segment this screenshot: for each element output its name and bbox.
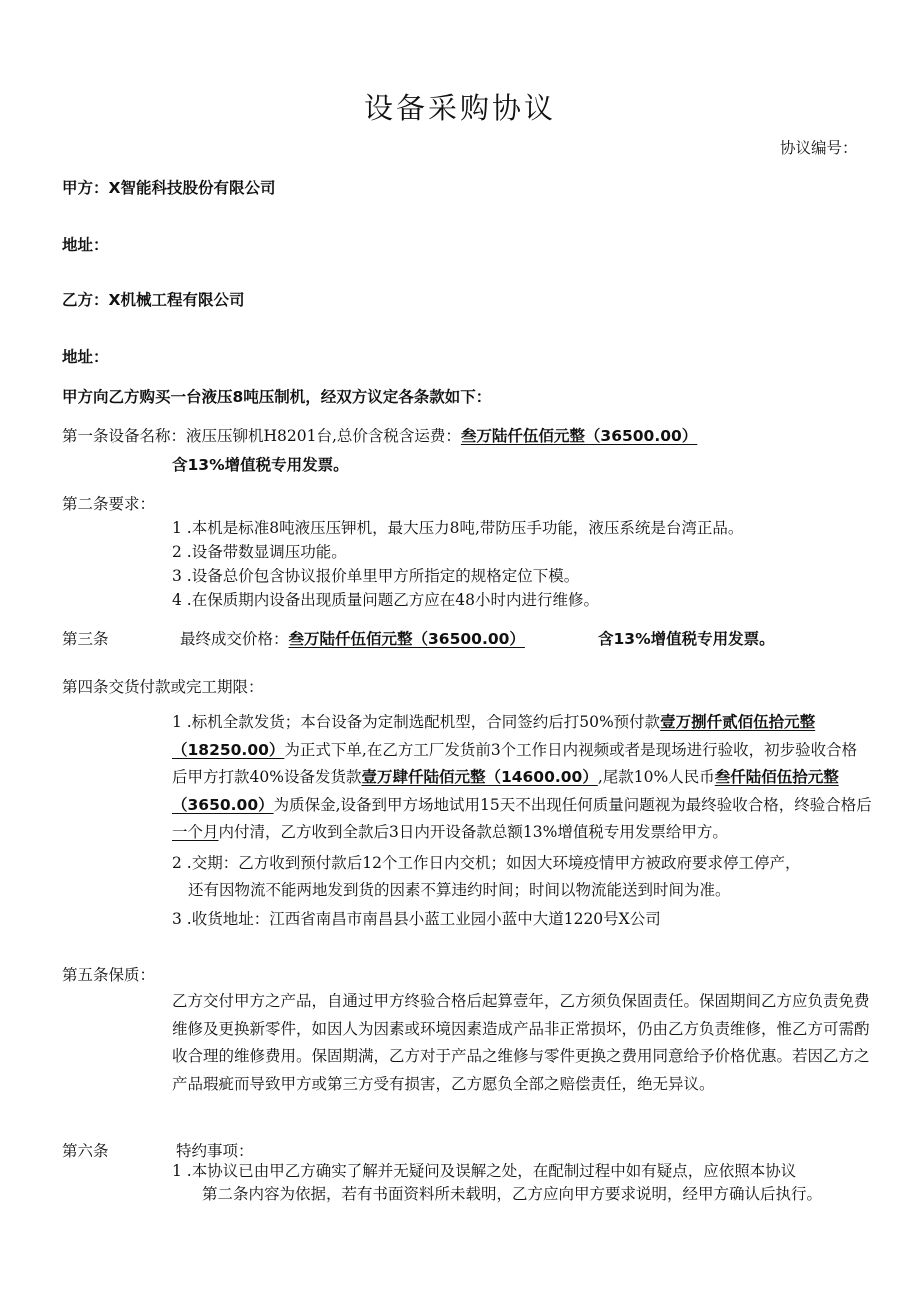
article-6-item-1-cont: 第二条内容为依据，若有书面资料所未载明，乙方应向甲方要求说明，经甲方确认后执行。 xyxy=(202,1185,823,1203)
article-1 xyxy=(62,424,697,446)
intro-statement: 甲方向乙方购买一台液压8吨压制机，经双方议定各条款如下： xyxy=(62,388,492,406)
prepayment-amount: 壹万捌仟贰佰伍拾元整（18250.00） xyxy=(172,713,816,759)
party-b-address: 地址： xyxy=(62,348,109,366)
article-6-label: 第六条 xyxy=(62,1142,109,1160)
article-2-item: 3 .设备总价包含协议报价单里甲方所指定的规格定位下模。 xyxy=(172,567,580,585)
article-3-price-label: 最终成交价格： xyxy=(180,630,289,648)
party-a-address: 地址： xyxy=(62,236,109,254)
article-2-item: 4 .在保质期内设备出现质量问题乙方应在48小时内进行维修。 xyxy=(172,591,599,609)
article-3-label: 第三条 xyxy=(62,630,109,648)
article-5-heading: 第五条保质： xyxy=(62,966,156,984)
article-2-item: 1 .本机是标准8吨液压压钾机，最大压力8吨,带防压手功能，液压系统是台湾正品。 xyxy=(172,519,744,537)
article-4-item-2: 2 .交期：乙方收到预付款后12个工作日内交机；如因大环境疫情甲方被政府要求停工停产， xyxy=(172,854,801,872)
retention-amount: 叁仟陆佰伍拾元整（3650.00） xyxy=(172,768,839,814)
payment-period: 一个月 xyxy=(172,823,219,841)
article-6-heading: 特约事项： xyxy=(176,1142,254,1160)
article-4-item-3: 3 .收货地址：江西省南昌市南昌县小蓝工业园小蓝中大道1220号X公司 xyxy=(172,910,661,928)
party-b: 乙方：X机械工程有限公司 xyxy=(62,291,245,309)
article-4-item-1 xyxy=(172,709,872,847)
text-segment: 1 .标机全款发货；本台设备为定制选配机型，合同签约后打50%预付款 xyxy=(172,713,661,731)
article-4-heading: 第四条交货付款或完工期限： xyxy=(62,678,264,696)
article-5-body: 乙方交付甲方之产品，自通过甲方终验合格后起算壹年，乙方须负保固责任。保固期间乙方应负责免费维修及更换新零件，如因人为因素或环境因素造成产品非正常损坏，仍由乙方负责维修，惟乙方可需酌收合理的维修费用。保固期满，乙方对于产品之维修与零件更换之费用同意给予价格优惠。若因乙方之产品瑕疵而导致甲方或第三方受有损害，乙方愿负全部之赔偿责任，绝无异议。 xyxy=(172,992,870,1093)
article-2-heading: 第二条要求： xyxy=(62,495,156,513)
article-3-invoice: 含13%增值税专用发票。 xyxy=(598,630,775,648)
article-1-text: 第一条设备名称：液压压铆机H8201台,总价含税含运费： xyxy=(62,427,461,445)
article-6-item-1: 1 .本协议已由甲乙方确实了解并无疑问及误解之处，在配制过程中如有疑点，应依照本协议 xyxy=(172,1162,797,1180)
text-segment: 为质保金,设备到甲方场地试用15天不出现任何质量问题视为最终验收合格，终验合格后 xyxy=(273,795,872,814)
document-title: 设备采购协议 xyxy=(363,91,556,125)
article-1-invoice: 含13%增值税专用发票。 xyxy=(172,456,349,474)
text-segment: ,尾款10%人民币 xyxy=(597,768,715,786)
article-2-item: 2 .设备带数显调压功能。 xyxy=(172,543,347,561)
article-3-price xyxy=(180,627,525,649)
party-a: 甲方：X智能科技股份有限公司 xyxy=(62,179,276,197)
article-4-item-2-cont: 还有因物流不能两地发到货的因素不算违约时间；时间以物流能送到时间为准。 xyxy=(188,881,731,899)
text-segment: 为正式下单,在乙方工厂发货前3个工作日内视频或者是现场进行验收，初步验收合格后甲方打款40%设备发货款 xyxy=(172,740,858,786)
article-1-amount: 叁万陆仟伍佰元整（36500.00） xyxy=(460,427,698,445)
text-segment: 内付清，乙方收到全款后3日内开设备款总额13%增值税专用发票给甲方。 xyxy=(218,823,728,841)
delivery-payment-amount: 壹万肆仟陆佰元整（14600.00） xyxy=(361,768,598,786)
agreement-number-label: 协议编号： xyxy=(780,139,858,157)
article-3-amount: 叁万陆仟伍佰元整（36500.00） xyxy=(288,630,525,648)
